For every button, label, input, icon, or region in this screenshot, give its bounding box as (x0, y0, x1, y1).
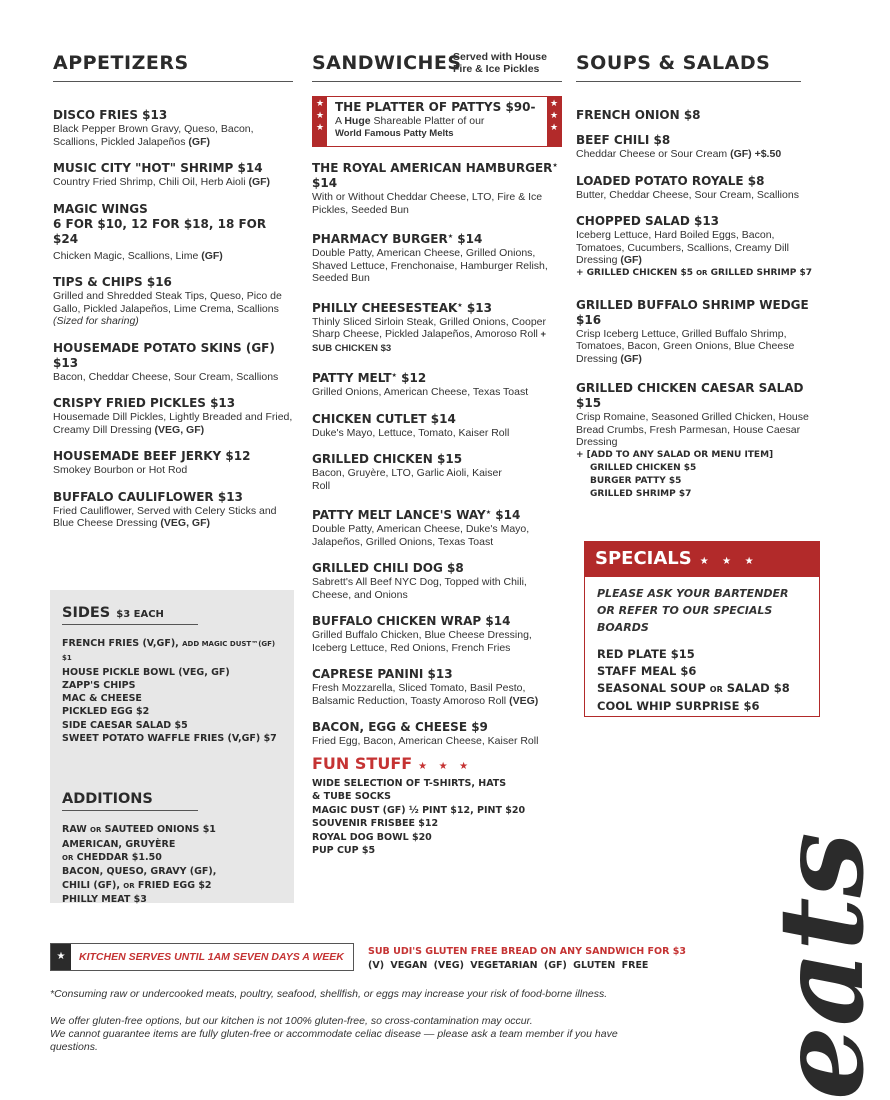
menu-item (53, 396, 293, 436)
caesar-addon: + [ADD TO ANY SALAD OR MENU ITEM] GRILLED CHICKEN $5 BURGER PATTY $5 GRILLED SHRIMP $7 (576, 449, 774, 499)
sandwiches-note: Served with House Fire & Ice Pickles (453, 51, 547, 75)
item-desc: Country Fried Shrimp, Chili Oil, Herb Aioli (GF) (53, 176, 271, 188)
menu-item (312, 158, 562, 216)
eats-logo-text: eats (754, 832, 890, 1100)
fun-stuff-list (312, 777, 562, 858)
item-name: BUFFALO CAULIFLOWER $13 (53, 489, 243, 504)
item-desc: Fried Egg, Bacon, American Cheese, Kaiser Roll (312, 735, 539, 747)
item-name: CHICKEN CUTLET $14 (312, 411, 456, 426)
menu-item (576, 108, 816, 123)
specials-note: PLEASE ASK YOUR BARTENDER OR REFER TO OUR SPECIALS BOARDS (597, 587, 789, 634)
menu-item (53, 490, 293, 530)
item-desc: Crisp Iceberg Lettuce, Grilled Buffalo Shrimp, Tomatoes, Bacon, Green Onions, Blue Cheese Dressing (GF) (576, 327, 795, 365)
list-item: FRENCH FRIES (V,GF), ADD MAGIC DUST™(GF) $1 (62, 638, 276, 663)
menu-item (53, 275, 293, 328)
menu-item (312, 561, 562, 601)
item-desc: Bacon, Gruyère, LTO, Garlic Aioli, Kaiser Roll (312, 467, 502, 492)
consuming-warning: *Consuming raw or undercooked meats, poultry, seafood, shellfish, or eggs may increase your risk of food-borne illness. (50, 988, 608, 1000)
sandwiches-title: SANDWICHES (312, 52, 462, 74)
list-item: COOL WHIP SURPRISE $6 (597, 699, 760, 713)
item-name: PHILLY CHEESESTEAK★ $13 (312, 300, 492, 315)
item-desc: Grilled Onions, American Cheese, Texas Toast (312, 386, 529, 398)
chopped-addon: + GRILLED CHICKEN $5 OR GRILLED SHRIMP $7 (576, 267, 812, 278)
specials-list (585, 636, 819, 715)
menu-item (312, 505, 562, 548)
item-name: GRILLED CHICKEN CAESAR SALAD $15 (576, 381, 804, 411)
additions-title: ADDITIONS (62, 791, 198, 811)
item-name: CAPRESE PANINI $13 (312, 667, 453, 681)
specials-box (584, 541, 820, 717)
list-item: PHILLY MEAT $3 (62, 893, 147, 905)
item-name: THE ROYAL AMERICAN HAMBURGER★ $14 (312, 161, 558, 190)
menu-item (312, 298, 562, 356)
list-item: MAC & CHEESE (62, 693, 142, 705)
item-desc: Fried Cauliflower, Served with Celery Sticks and Blue Cheese Dressing (VEG, GF) (53, 504, 277, 529)
menu-item (576, 133, 816, 161)
item-desc: Chicken Magic, Scallions, Lime (GF) (53, 249, 223, 262)
gluten-disclaimer-2: We cannot guarantee items are fully gluten-free or accommodate celiac disease — please ask a team member if you have questions. (50, 1028, 618, 1053)
menu-item (53, 161, 293, 189)
list-item: BACON, QUESO, GRAVY (GF), (62, 866, 217, 878)
menu-item (312, 614, 562, 654)
fun-stuff-title: FUN STUFF ★ ★ ★ (312, 753, 473, 773)
platter-right-band: ★ ★ ★ (547, 97, 561, 146)
item-desc: Cheddar Cheese or Sour Cream (GF) +$.50 (576, 148, 782, 160)
specials-title: SPECIALS (595, 548, 692, 569)
item-name: PHARMACY BURGER★ $14 (312, 232, 483, 246)
list-item: SOUVENIR FRISBEE $12 (312, 818, 439, 829)
item-name: TIPS & CHIPS $16 (53, 275, 172, 289)
diet-legend: (V) VEGAN (VEG) VEGETARIAN (GF) GLUTEN FREE (368, 960, 649, 971)
item-price-tiers: 6 FOR $10, 12 FOR $18, 18 FOR $24 (53, 216, 267, 246)
soups-salads-column (576, 50, 816, 514)
item-name: BACON, EGG & CHEESE $9 (312, 720, 488, 734)
list-item: ROYAL DOG BOWL $20 (312, 831, 432, 843)
platter-desc: A Huge Shareable Platter of our (335, 115, 485, 127)
item-name: DISCO FRIES $13 (53, 108, 168, 122)
item-name: HOUSEMADE BEEF JERKY $12 (53, 449, 251, 463)
item-desc: Bacon, Cheddar Cheese, Sour Cream, Scallions (53, 370, 279, 383)
item-name: LOADED POTATO ROYALE $8 (576, 173, 765, 188)
menu-item (312, 229, 562, 285)
item-desc: Grilled and Shredded Steak Tips, Queso, Pico de Gallo, Pickled Jalapeños, Lime Crema, Scallions (Sized for sharing) (53, 290, 282, 327)
sides-additions-box (50, 590, 294, 903)
platter-desc-2: World Famous Patty Melts (335, 127, 454, 139)
specials-header: SPECIALS ★ ★ ★ (585, 542, 819, 577)
item-desc: Sabrett's All Beef NYC Dog, Topped with Chili, Cheese, and Onions (312, 576, 527, 601)
list-item: SEASONAL SOUP OR SALAD $8 (597, 681, 790, 695)
item-name: PATTY MELT LANCE'S WAY★ $14 (312, 508, 521, 522)
list-item: RED PLATE $15 (597, 647, 695, 661)
item-name: BUFFALO CHICKEN WRAP $14 (312, 614, 511, 628)
list-item: PUP CUP $5 (312, 845, 376, 856)
item-desc: Thinly Sliced Sirloin Steak, Grilled Onions, Cooper Sharp Cheese, Pickled Jalapeños, Amoroso Roll + SUB CHICKEN $3 (312, 315, 547, 354)
item-desc: Double Patty, American Cheese, Duke's Mayo, Jalapeños, Grilled Onions, Texas Toast (312, 523, 530, 548)
gluten-disclaimer-1: We offer gluten-free options, but our kitchen is not 100% gluten-free, so cross-contamination may occur. (50, 1015, 533, 1027)
item-name: HOUSEMADE POTATO SKINS (GF) $13 (53, 340, 275, 370)
item-desc: Duke's Mayo, Lettuce, Tomato, Kaiser Roll (312, 426, 510, 439)
list-item: CHILI (GF), OR FRIED EGG $2 (62, 879, 212, 891)
list-item: SIDE CAESAR SALAD $5 (62, 719, 188, 731)
item-desc: Housemade Dill Pickles, Lightly Breaded and Fried, Creamy Dill Dressing (VEG, GF) (53, 411, 293, 436)
item-name: FRENCH ONION $8 (576, 108, 701, 122)
menu-item (53, 449, 293, 477)
item-name: GRILLED CHILI DOG $8 (312, 561, 464, 575)
list-item: HOUSE PICKLE BOWL (VEG, GF) (62, 666, 230, 678)
kitchen-hours-banner (50, 943, 354, 971)
platter-name: THE PLATTER OF PATTYS $90- (335, 100, 536, 114)
gluten-free-bread-note: SUB UDI'S GLUTEN FREE BREAD ON ANY SANDWICH FOR $3 (368, 946, 686, 957)
item-name: MUSIC CITY "HOT" SHRIMP $14 (53, 161, 263, 175)
star-icon: ★ (51, 944, 71, 970)
appetizers-title: APPETIZERS (53, 52, 189, 74)
sides-title: SIDES $3 EACH (62, 605, 198, 625)
platter-left-band: ★ ★ ★ (313, 97, 327, 146)
item-desc: Black Pepper Brown Gravy, Queso, Bacon, Scallions, Pickled Jalapeños (GF) (53, 123, 254, 148)
menu-item (312, 720, 562, 748)
menu-item (53, 341, 293, 384)
item-desc: Butter, Cheddar Cheese, Sour Cream, Scallions (576, 188, 799, 201)
additions-list (62, 823, 282, 906)
item-desc: Smokey Bourbon or Hot Rod (53, 464, 188, 476)
list-item: SWEET POTATO WAFFLE FRIES (V,GF) $7 (62, 733, 277, 745)
list-item: STAFF MEAL $6 (597, 664, 697, 678)
eats-script-logo (728, 770, 890, 1100)
sides-list (62, 637, 282, 745)
menu-item (576, 214, 816, 280)
item-desc: Fresh Mozzarella, Sliced Tomato, Basil Pesto, Balsamic Reduction, Toasty Amoroso Roll (VEG) (312, 682, 539, 707)
sides-price: $3 EACH (116, 609, 164, 620)
list-item: WIDE SELECTION OF T-SHIRTS, HATS (312, 777, 507, 789)
soups-salads-title: SOUPS & SALADS (576, 52, 771, 74)
list-item: & TUBE SOCKS (312, 791, 391, 802)
menu-item (312, 667, 562, 707)
item-desc: Iceberg Lettuce, Hard Boiled Eggs, Bacon, Tomatoes, Cucumbers, Scallions, Creamy Dill Dressing (GF) (576, 229, 789, 266)
menu-item (53, 108, 293, 148)
list-item: MAGIC DUST (GF) ½ PINT $12, PINT $20 (312, 804, 526, 816)
item-name: CRISPY FRIED PICKLES $13 (53, 396, 236, 410)
item-desc: Grilled Buffalo Chicken, Blue Cheese Dressing, Iceberg Lettuce, Red Onions, French Fries (312, 629, 532, 654)
list-item: ZAPP'S CHIPS (62, 679, 136, 691)
item-name: CHOPPED SALAD $13 (576, 214, 720, 228)
soups-salads-header (576, 50, 801, 82)
menu-item (576, 381, 816, 501)
kitchen-hours-text: KITCHEN SERVES UNTIL 1AM SEVEN DAYS A WEEK (79, 951, 344, 963)
item-desc: Double Patty, American Cheese, Grilled Onions, Shaved Lettuce, Frenchonaise, Hamburger Relish, Seeded Bun (312, 247, 548, 284)
menu-item (53, 202, 293, 263)
menu-item (576, 174, 816, 202)
list-item: PICKLED EGG $2 (62, 706, 150, 718)
menu-item (312, 368, 562, 399)
list-item: AMERICAN, GRUYÈRE (62, 838, 176, 850)
menu-item (576, 298, 816, 366)
item-name: GRILLED BUFFALO SHRIMP WEDGE $16 (576, 297, 809, 327)
list-item: RAW OR SAUTEED ONIONS $1 (62, 824, 216, 836)
item-name: MAGIC WINGS (53, 201, 148, 216)
appetizers-header (53, 50, 293, 82)
item-desc: With or Without Cheddar Cheese, LTO, Fire & Ice Pickles, Seeded Bun (312, 191, 543, 216)
sandwiches-header (312, 50, 562, 82)
item-name: GRILLED CHICKEN $15 (312, 452, 463, 466)
item-desc: Crisp Romaine, Seasoned Grilled Chicken, House Bread Crumbs, Fresh Parmesan, House Caesar Dressing (576, 411, 809, 449)
item-name: PATTY MELT★ $12 (312, 371, 427, 385)
appetizers-column (53, 50, 293, 543)
menu-item (312, 452, 562, 492)
sandwiches-column (312, 50, 562, 858)
menu-item (312, 412, 562, 440)
item-name: BEEF CHILI $8 (576, 133, 671, 147)
platter-feature (312, 96, 562, 147)
list-item: OR CHEDDAR $1.50 (62, 851, 162, 863)
